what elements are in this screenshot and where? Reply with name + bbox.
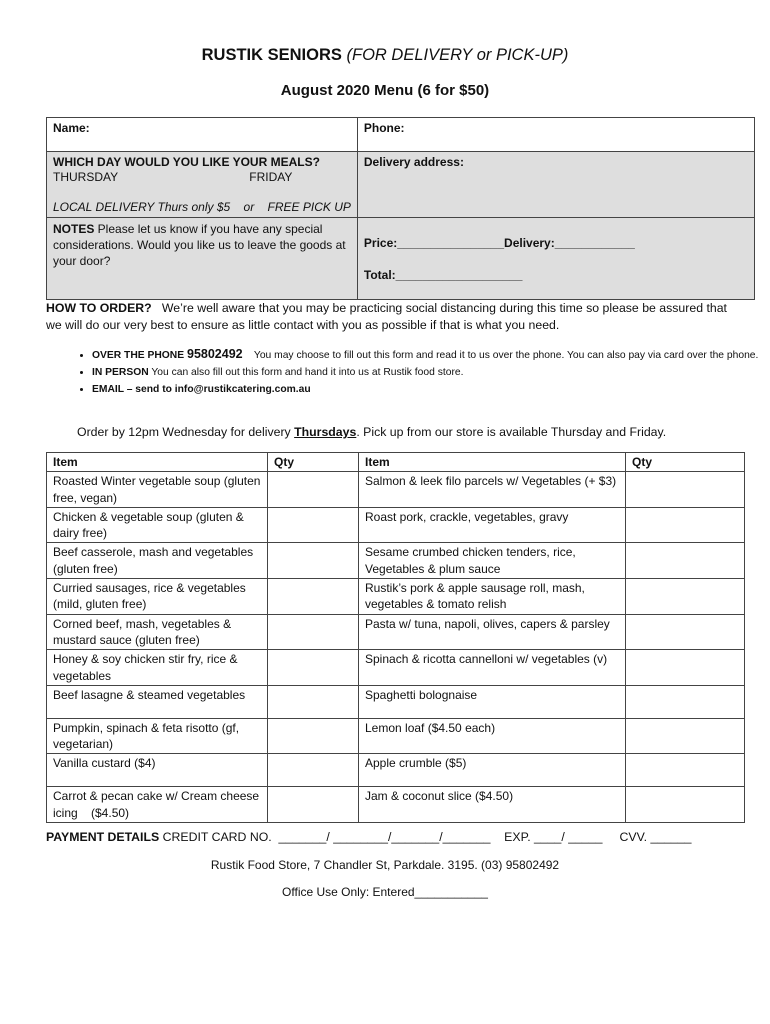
title-bold: RUSTIK SENIORS	[201, 46, 342, 64]
qty-input-left[interactable]	[268, 614, 359, 650]
phone-field[interactable]	[357, 118, 754, 152]
qty-input-right[interactable]	[626, 718, 745, 754]
menu-item-left: Pumpkin, spinach & feta risotto (gf, vegetarian)	[47, 718, 268, 754]
notes-cell[interactable]	[47, 218, 358, 300]
qty-input-right[interactable]	[626, 507, 745, 543]
qty-input-left[interactable]	[268, 543, 359, 579]
menu-item-left: Beef lasagne & steamed vegetables	[47, 685, 268, 718]
qty-input-left[interactable]	[268, 579, 359, 615]
menu-table	[46, 452, 745, 823]
menu-item-left: Vanilla custard ($4)	[47, 754, 268, 787]
notes-label: NOTES	[53, 222, 95, 236]
menu-row	[47, 579, 745, 615]
qty-input-left[interactable]	[268, 685, 359, 718]
menu-item-left: Roasted Winter vegetable soup (gluten free, vegan)	[47, 472, 268, 508]
method-in-person-text: You can also fill out this form and hand it into us at Rustik food store.	[148, 367, 464, 378]
method-email	[92, 382, 770, 398]
menu-item-right: Spaghetti bolognaise	[359, 685, 626, 718]
menu-row	[47, 507, 745, 543]
qty-input-right[interactable]	[626, 754, 745, 787]
menu-row	[47, 472, 745, 508]
title-italic: (FOR DELIVERY or PICK-UP)	[346, 46, 569, 64]
menu-item-right: Salmon & leek filo parcels w/ Vegetables (+ $3)	[359, 472, 626, 508]
name-label: Name:	[53, 121, 90, 135]
menu-item-right: Spinach & ricotta cannelloni w/ vegetables (v)	[359, 650, 626, 686]
qty-input-right[interactable]	[626, 614, 745, 650]
menu-header-item-left: Item	[47, 453, 268, 472]
notes-text: Please let us know if you have any special considerations. Would you like us to leave the goods at your door?	[53, 222, 346, 268]
day-question: WHICH DAY WOULD YOU LIKE YOUR MEALS?	[53, 155, 320, 169]
method-in-person	[92, 365, 770, 381]
page-subtitle: August 2020 Menu (6 for $50)	[280, 82, 490, 99]
menu-header-qty-right: Qty	[626, 453, 745, 472]
menu-item-left: Beef casserole, mash and vegetables (gluten free)	[47, 543, 268, 579]
payment-fields[interactable]: CREDIT CARD NO. _______/ ________/_______/_______ EXP. ____/ _____ CVV. ______	[159, 830, 692, 844]
payment-label: PAYMENT DETAILS	[46, 830, 160, 844]
method-phone	[92, 346, 770, 364]
menu-item-left: Corned beef, mash, vegetables & mustard sauce (gluten free)	[47, 614, 268, 650]
menu-header-item-right: Item	[359, 453, 626, 472]
qty-input-left[interactable]	[268, 650, 359, 686]
menu-item-left: Curried sausages, rice & vegetables (mild, gluten free)	[47, 579, 268, 615]
store-address: Rustik Food Store, 7 Chandler St, Parkdale. 3195. (03) 95802492	[210, 858, 560, 872]
qty-input-right[interactable]	[626, 685, 745, 718]
method-email-label[interactable]: EMAIL – send to info@rustikcatering.com.au	[92, 384, 311, 395]
office-use-line: Office Use Only: Entered___________	[282, 885, 488, 899]
menu-row	[47, 754, 745, 787]
qty-input-left[interactable]	[268, 472, 359, 508]
qty-input-left[interactable]	[268, 507, 359, 543]
menu-row	[47, 718, 745, 754]
day-selection-cell	[47, 152, 358, 218]
method-phone-label: OVER THE PHONE	[92, 350, 185, 361]
menu-header-qty-left: Qty	[268, 453, 359, 472]
menu-item-right: Lemon loaf ($4.50 each)	[359, 718, 626, 754]
qty-input-right[interactable]	[626, 472, 745, 508]
menu-row	[47, 614, 745, 650]
menu-item-right: Rustik’s pork & apple sausage roll, mash, vegetables & tomato relish	[359, 579, 626, 615]
qty-input-left[interactable]	[268, 754, 359, 787]
delivery-note: LOCAL DELIVERY Thurs only $5 or FREE PICK UP	[53, 200, 351, 214]
menu-item-right: Roast pork, crackle, vegetables, gravy	[359, 507, 626, 543]
day-option-thursday[interactable]: THURSDAY	[53, 170, 118, 184]
name-field[interactable]	[47, 118, 358, 152]
qty-input-left[interactable]	[268, 718, 359, 754]
menu-row	[47, 543, 745, 579]
menu-row	[47, 650, 745, 686]
payment-details[interactable]	[46, 830, 746, 844]
delivery-address-label: Delivery address:	[363, 155, 464, 169]
qty-input-right[interactable]	[626, 543, 745, 579]
order-by-day: Thursdays	[294, 425, 357, 439]
menu-item-left: Chicken & vegetable soup (gluten & dairy free)	[47, 507, 268, 543]
order-by-after: . Pick up from our store is available Thursday and Friday.	[356, 425, 667, 439]
qty-input-right[interactable]	[626, 650, 745, 686]
qty-input-right[interactable]	[626, 579, 745, 615]
price-cell	[357, 218, 754, 300]
customer-info-table	[46, 117, 755, 300]
method-phone-text: You may choose to fill out this form and read it to us over the phone. You can also pay via card over the phone.	[253, 350, 759, 361]
menu-item-left: Honey & soy chicken stir fry, rice & vegetables	[47, 650, 268, 686]
qty-input-right[interactable]	[626, 787, 745, 823]
phone-label: Phone:	[363, 121, 405, 135]
price-line[interactable]: Price:________________Delivery:____________	[363, 236, 635, 250]
menu-row	[47, 685, 745, 718]
qty-input-left[interactable]	[268, 787, 359, 823]
menu-item-right: Jam & coconut slice ($4.50)	[359, 787, 626, 823]
menu-item-right: Apple crumble ($5)	[359, 754, 626, 787]
how-to-order-text: We’re well aware that you may be practicing social distancing during this time so please be assured that we will do our very best to ensure as little contact with you as possible if that is what you need.	[46, 301, 731, 332]
day-option-friday[interactable]: FRIDAY	[249, 170, 293, 184]
menu-item-right: Sesame crumbed chicken tenders, rice, Vegetables & plum sauce	[359, 543, 626, 579]
order-deadline	[77, 425, 757, 439]
total-line[interactable]: Total:___________________	[363, 268, 523, 282]
order-by-before: Order by 12pm Wednesday for delivery	[77, 425, 295, 439]
how-to-order-label: HOW TO ORDER?	[46, 301, 152, 315]
menu-item-left: Carrot & pecan cake w/ Cream cheese icing ($4.50)	[47, 787, 268, 823]
method-in-person-label: IN PERSON	[92, 367, 149, 378]
how-to-order	[46, 300, 746, 334]
page-title	[0, 46, 770, 65]
menu-row	[47, 787, 745, 823]
delivery-address-field[interactable]	[357, 152, 754, 218]
menu-item-right: Pasta w/ tuna, napoli, olives, capers & parsley	[359, 614, 626, 650]
order-methods-list	[46, 346, 770, 399]
phone-number: 95802492	[187, 347, 243, 361]
